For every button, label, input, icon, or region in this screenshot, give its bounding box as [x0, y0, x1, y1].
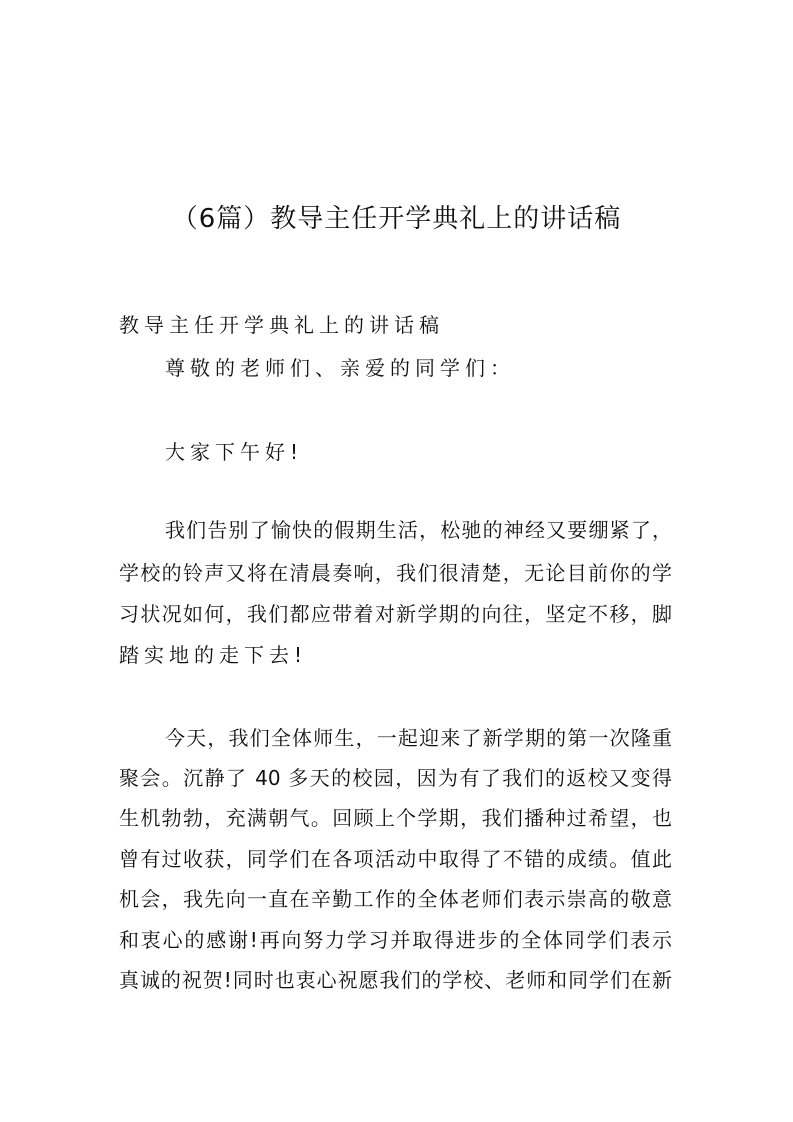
document-title: （6篇）教导主任开学典礼上的讲话稿	[171, 204, 622, 234]
paragraph-line: 我们告别了愉快的假期生活，松驰的神经又要绷紧了，	[165, 518, 672, 542]
paragraph-line: 曾有过收获，同学们在各项活动中取得了不错的成绩。值此	[119, 847, 672, 871]
paragraph-line: 生机勃勃，充满朝气。回顾上个学期，我们播种过希望，也	[119, 806, 672, 830]
paragraph-line: 学校的铃声又将在清晨奏响，我们很清楚，无论目前你的学	[119, 561, 672, 585]
salutation: 尊敬的老师们、亲爱的同学们：	[165, 356, 515, 380]
paragraph-line: 习状况如何，我们都应带着对新学期的向往，坚定不移，脚	[119, 602, 672, 626]
paragraph-line: 踏实地的走下去!	[119, 643, 308, 667]
subtitle: 教导主任开学典礼上的讲话稿	[119, 313, 444, 337]
paragraph-line: 机会，我先向一直在辛勤工作的全体老师们表示崇高的敬意	[119, 887, 672, 911]
greeting: 大家下午好!	[165, 440, 304, 464]
paragraph-line: 聚会。沉静了 40 多天的校园，因为有了我们的返校又变得	[119, 766, 672, 790]
paragraph-line: 真诚的祝贺!同时也衷心祝愿我们的学校、老师和同学们在新	[119, 968, 672, 992]
paragraph-line: 今天，我们全体师生，一起迎来了新学期的第一次隆重	[165, 726, 672, 750]
paragraph-line: 和衷心的感谢!再向努力学习并取得进步的全体同学们表示	[119, 928, 672, 952]
